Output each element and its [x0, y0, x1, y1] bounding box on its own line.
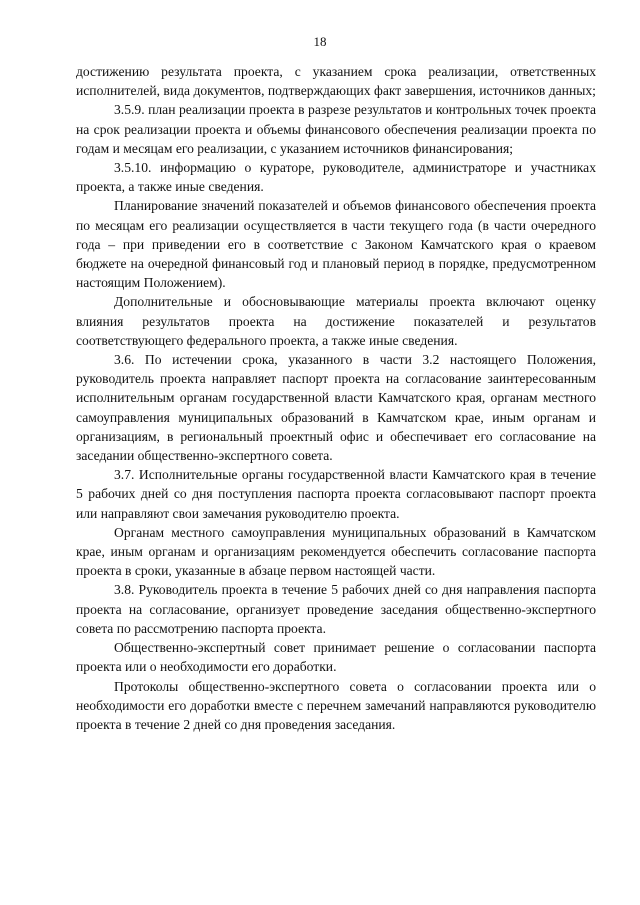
paragraph-3-5-9: 3.5.9. план реализации проекта в разрезе результатов и контрольных точек проекта на срок реализации проекта и объемы финансового обеспечения реализации проекта по годам и месяцам его реализации, с указанием источников финансирования;	[76, 102, 596, 156]
paragraph-protocols: Протоколы общественно-экспертного совета о согласовании проекта или о необходимости его доработки вместе с перечнем замечаний направляются руководителю проекта в течение 2 дней со дня проведения заседания.	[76, 678, 596, 732]
page-number: 18	[313, 34, 327, 49]
document-body	[76, 62, 596, 734]
paragraph-3-7: 3.7. Исполнительные органы государственной власти Камчатского края в течение 5 рабочих дней со дня поступления паспорта проекта согласовывают паспорт проекта или направляют свои замечания руководителю проекта.	[76, 467, 596, 521]
paragraph-additional-materials: Дополнительные и обосновывающие материалы проекта включают оценку влияния результатов проекта на достижение показателей и результатов соответствующего федерального проекта, а также иные сведения.	[76, 294, 596, 348]
paragraph-planning: Планирование значений показателей и объемов финансового обеспечения проекта по месяцам его реализации осуществляется в части текущего года (в части очередного года – при приведении его в соответствие с Законом Камчатского края о краевом бюджете на очередной финансовый год и плановый период в порядке, предусмотренном настоящим Положением).	[76, 198, 596, 291]
paragraph-local-authorities: Органам местного самоуправления муниципальных образований в Камчатском крае, иным органам и организациям рекомендуется обеспечить согласование паспорта проекта в сроки, указанные в абзаце первом настоящей части.	[76, 524, 596, 579]
paragraph-council-decision: Общественно-экспертный совет принимает решение о согласовании паспорта проекта или о необходимости его доработки.	[76, 640, 596, 675]
paragraph-3-8: 3.8. Руководитель проекта в течение 5 рабочих дней со дня направления паспорта проекта на согласование, организует проведение заседания общественно-экспертного совета по рассмотрению паспорта проекта.	[76, 582, 596, 636]
paragraph-continuation: достижению результата проекта, с указанием срока реализации, ответственных исполнителей, вида документов, подтверждающих факт завершения, источников данных;	[76, 64, 596, 99]
paragraph-3-5-10: 3.5.10. информацию о кураторе, руководителе, администраторе и участниках проекта, а также иные сведения.	[76, 160, 596, 195]
paragraph-3-6: 3.6. По истечении срока, указанного в части 3.2 настоящего Положения, руководитель проекта направляет паспорт проекта на согласование заинтересованным исполнительным органам государственной власти Камчатского края, органам местного самоуправления муниципальных образований в Камчатском крае, иным органам и организациям, в региональный проектный офис и обеспечивает его согласование на заседании общественно-экспертного совета.	[76, 352, 596, 464]
